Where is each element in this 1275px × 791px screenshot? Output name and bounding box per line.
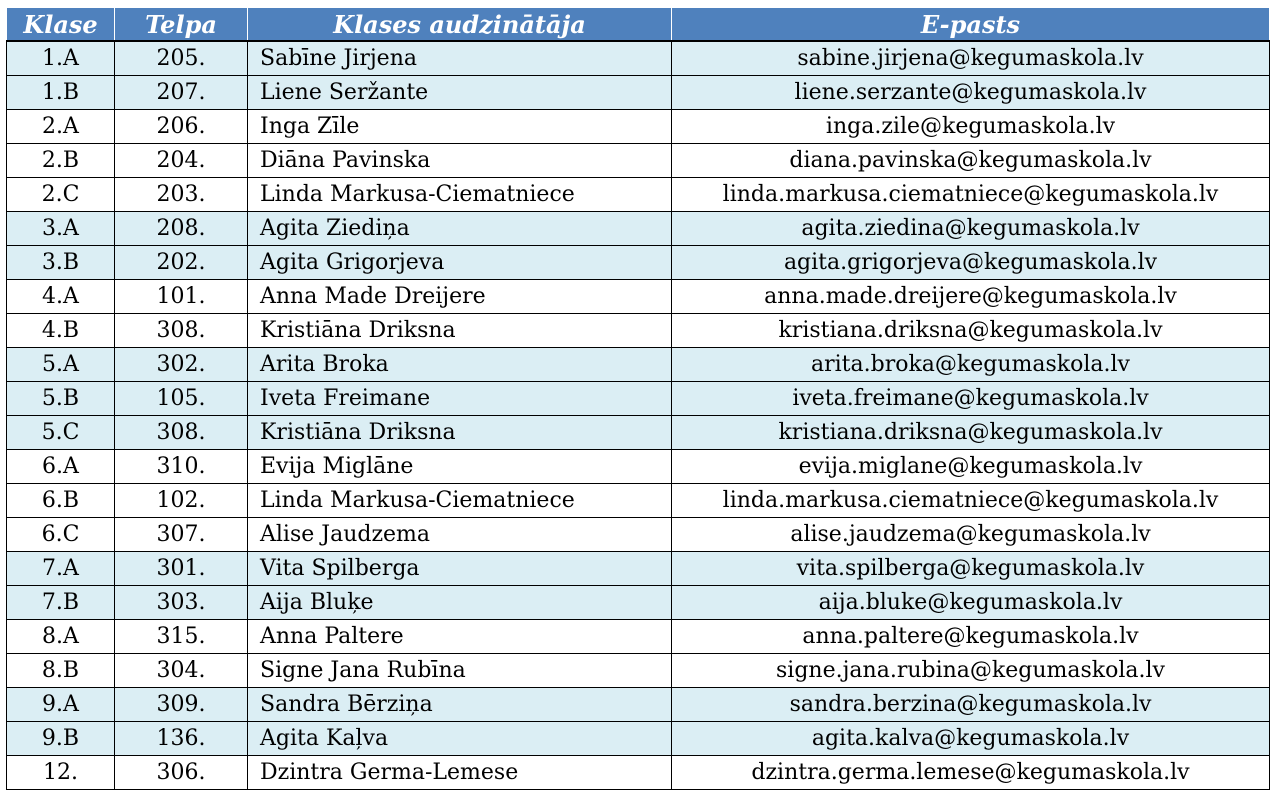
cell-teacher-name: Sabīne Jirjena bbox=[248, 41, 672, 76]
table-row bbox=[7, 722, 1270, 756]
cell-email[interactable]: aija.bluke@kegumaskola.lv bbox=[672, 586, 1270, 620]
cell-email[interactable]: dzintra.germa.lemese@kegumaskola.lv bbox=[672, 756, 1270, 790]
cell-teacher-name: Aija Bluķe bbox=[248, 586, 672, 620]
cell-teacher-name: Linda Markusa-Ciematniece bbox=[248, 484, 672, 518]
cell-teacher-name: Anna Made Dreijere bbox=[248, 280, 672, 314]
cell-klase: 6.B bbox=[7, 484, 115, 518]
cell-email[interactable]: vita.spilberga@kegumaskola.lv bbox=[672, 552, 1270, 586]
cell-klase: 8.B bbox=[7, 654, 115, 688]
cell-klase: 5.A bbox=[7, 348, 115, 382]
table-row bbox=[7, 280, 1270, 314]
cell-teacher-name: Signe Jana Rubīna bbox=[248, 654, 672, 688]
cell-klase: 1.B bbox=[7, 76, 115, 110]
header-klases-audzinataja: Klases audzinātāja bbox=[248, 8, 672, 42]
table-header bbox=[7, 8, 1270, 42]
cell-email[interactable]: liene.serzante@kegumaskola.lv bbox=[672, 76, 1270, 110]
table-row bbox=[7, 178, 1270, 212]
cell-teacher-name: Iveta Freimane bbox=[248, 382, 672, 416]
class-teachers-table bbox=[6, 7, 1270, 790]
cell-telpa: 315. bbox=[115, 620, 248, 654]
cell-email[interactable]: agita.ziedina@kegumaskola.lv bbox=[672, 212, 1270, 246]
cell-klase: 7.B bbox=[7, 586, 115, 620]
table-row bbox=[7, 518, 1270, 552]
cell-teacher-name: Kristiāna Driksna bbox=[248, 416, 672, 450]
cell-telpa: 101. bbox=[115, 280, 248, 314]
cell-klase: 7.A bbox=[7, 552, 115, 586]
cell-klase: 6.C bbox=[7, 518, 115, 552]
cell-teacher-name: Vita Spilberga bbox=[248, 552, 672, 586]
cell-telpa: 310. bbox=[115, 450, 248, 484]
cell-klase: 1.A bbox=[7, 41, 115, 76]
cell-telpa: 207. bbox=[115, 76, 248, 110]
table-row bbox=[7, 41, 1270, 76]
cell-email[interactable]: sandra.berzina@kegumaskola.lv bbox=[672, 688, 1270, 722]
cell-teacher-name: Agita Ziediņa bbox=[248, 212, 672, 246]
class-teachers-document bbox=[6, 7, 1270, 790]
cell-email[interactable]: signe.jana.rubina@kegumaskola.lv bbox=[672, 654, 1270, 688]
cell-teacher-name: Liene Seržante bbox=[248, 76, 672, 110]
cell-telpa: 302. bbox=[115, 348, 248, 382]
cell-klase: 5.B bbox=[7, 382, 115, 416]
cell-telpa: 303. bbox=[115, 586, 248, 620]
cell-telpa: 304. bbox=[115, 654, 248, 688]
cell-teacher-name: Sandra Bērziņa bbox=[248, 688, 672, 722]
cell-telpa: 102. bbox=[115, 484, 248, 518]
header-row bbox=[7, 8, 1270, 42]
table-row bbox=[7, 484, 1270, 518]
header-e-pasts: E-pasts bbox=[672, 8, 1270, 42]
cell-teacher-name: Inga Zīle bbox=[248, 110, 672, 144]
table-row bbox=[7, 416, 1270, 450]
cell-telpa: 136. bbox=[115, 722, 248, 756]
cell-telpa: 309. bbox=[115, 688, 248, 722]
cell-klase: 6.A bbox=[7, 450, 115, 484]
cell-klase: 2.C bbox=[7, 178, 115, 212]
table-row bbox=[7, 756, 1270, 790]
cell-email[interactable]: diana.pavinska@kegumaskola.lv bbox=[672, 144, 1270, 178]
cell-teacher-name: Dzintra Germa-Lemese bbox=[248, 756, 672, 790]
cell-teacher-name: Diāna Pavinska bbox=[248, 144, 672, 178]
cell-klase: 12. bbox=[7, 756, 115, 790]
cell-teacher-name: Evija Miglāne bbox=[248, 450, 672, 484]
cell-email[interactable]: anna.paltere@kegumaskola.lv bbox=[672, 620, 1270, 654]
cell-teacher-name: Kristiāna Driksna bbox=[248, 314, 672, 348]
table-row bbox=[7, 314, 1270, 348]
cell-teacher-name: Agita Grigorjeva bbox=[248, 246, 672, 280]
cell-klase: 3.B bbox=[7, 246, 115, 280]
cell-email[interactable]: inga.zile@kegumaskola.lv bbox=[672, 110, 1270, 144]
table-row bbox=[7, 110, 1270, 144]
cell-klase: 9.B bbox=[7, 722, 115, 756]
cell-telpa: 105. bbox=[115, 382, 248, 416]
cell-telpa: 306. bbox=[115, 756, 248, 790]
cell-teacher-name: Alise Jaudzema bbox=[248, 518, 672, 552]
cell-email[interactable]: alise.jaudzema@kegumaskola.lv bbox=[672, 518, 1270, 552]
cell-email[interactable]: linda.markusa.ciematniece@kegumaskola.lv bbox=[672, 178, 1270, 212]
table-row bbox=[7, 144, 1270, 178]
cell-klase: 2.A bbox=[7, 110, 115, 144]
table-row bbox=[7, 246, 1270, 280]
cell-email[interactable]: sabine.jirjena@kegumaskola.lv bbox=[672, 41, 1270, 76]
cell-telpa: 206. bbox=[115, 110, 248, 144]
cell-email[interactable]: arita.broka@kegumaskola.lv bbox=[672, 348, 1270, 382]
cell-email[interactable]: evija.miglane@kegumaskola.lv bbox=[672, 450, 1270, 484]
cell-telpa: 204. bbox=[115, 144, 248, 178]
cell-telpa: 205. bbox=[115, 41, 248, 76]
cell-telpa: 208. bbox=[115, 212, 248, 246]
cell-email[interactable]: agita.kalva@kegumaskola.lv bbox=[672, 722, 1270, 756]
cell-klase: 9.A bbox=[7, 688, 115, 722]
cell-klase: 8.A bbox=[7, 620, 115, 654]
cell-teacher-name: Linda Markusa-Ciematniece bbox=[248, 178, 672, 212]
cell-telpa: 307. bbox=[115, 518, 248, 552]
table-row bbox=[7, 348, 1270, 382]
table-row bbox=[7, 688, 1270, 722]
cell-email[interactable]: agita.grigorjeva@kegumaskola.lv bbox=[672, 246, 1270, 280]
header-telpa: Telpa bbox=[115, 8, 248, 42]
cell-telpa: 202. bbox=[115, 246, 248, 280]
cell-teacher-name: Agita Kaļva bbox=[248, 722, 672, 756]
header-klase: Klase bbox=[7, 8, 115, 42]
table-row bbox=[7, 382, 1270, 416]
table-row bbox=[7, 212, 1270, 246]
cell-telpa: 301. bbox=[115, 552, 248, 586]
cell-email[interactable]: anna.made.dreijere@kegumaskola.lv bbox=[672, 280, 1270, 314]
cell-teacher-name: Anna Paltere bbox=[248, 620, 672, 654]
cell-telpa: 203. bbox=[115, 178, 248, 212]
table-row bbox=[7, 552, 1270, 586]
table-body bbox=[7, 41, 1270, 790]
cell-klase: 3.A bbox=[7, 212, 115, 246]
cell-email[interactable]: kristiana.driksna@kegumaskola.lv bbox=[672, 314, 1270, 348]
cell-email[interactable]: linda.markusa.ciematniece@kegumaskola.lv bbox=[672, 484, 1270, 518]
cell-klase: 5.C bbox=[7, 416, 115, 450]
table-row bbox=[7, 654, 1270, 688]
table-row bbox=[7, 76, 1270, 110]
cell-klase: 4.A bbox=[7, 280, 115, 314]
table-row bbox=[7, 586, 1270, 620]
cell-telpa: 308. bbox=[115, 416, 248, 450]
table-row bbox=[7, 450, 1270, 484]
cell-klase: 4.B bbox=[7, 314, 115, 348]
cell-teacher-name: Arita Broka bbox=[248, 348, 672, 382]
cell-telpa: 308. bbox=[115, 314, 248, 348]
table-row bbox=[7, 620, 1270, 654]
cell-klase: 2.B bbox=[7, 144, 115, 178]
cell-email[interactable]: kristiana.driksna@kegumaskola.lv bbox=[672, 416, 1270, 450]
cell-email[interactable]: iveta.freimane@kegumaskola.lv bbox=[672, 382, 1270, 416]
